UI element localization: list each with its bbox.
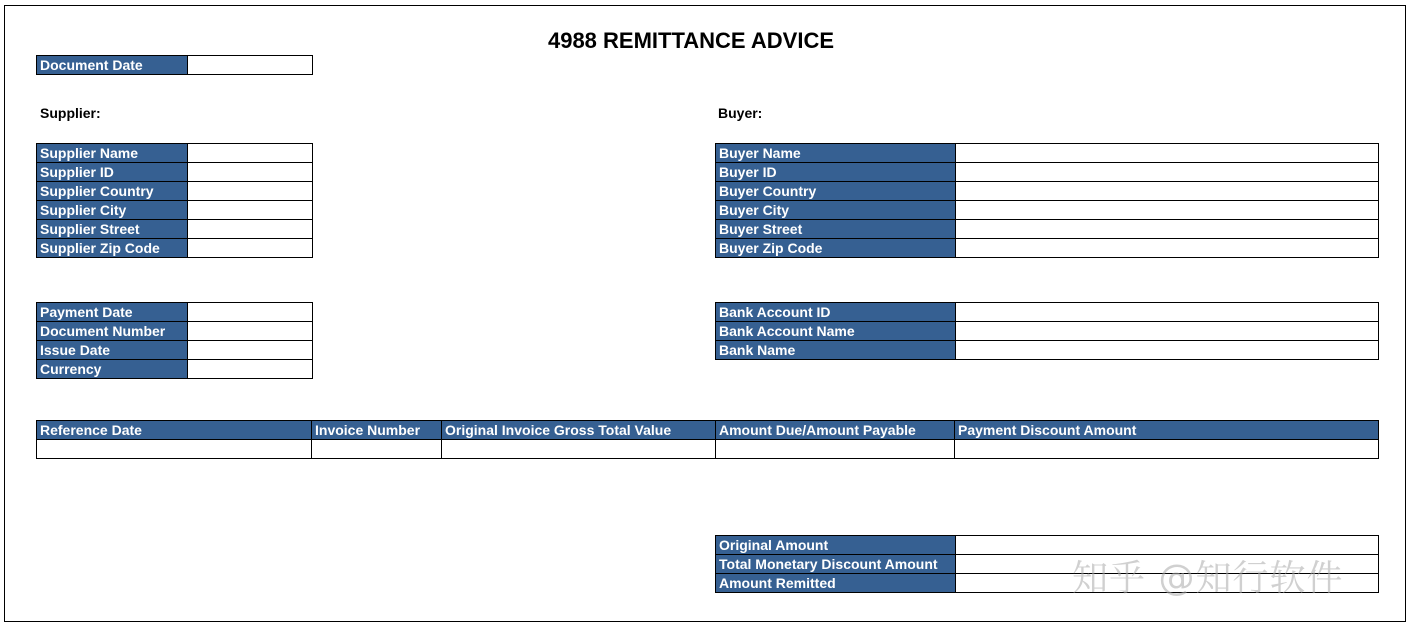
payment-date-row: [37, 303, 313, 322]
payment-date-label: Payment Date: [37, 303, 188, 322]
bank-name-label: Bank Name: [716, 341, 956, 360]
column-header-payment-discount: Payment Discount Amount: [955, 421, 1379, 440]
buyer-id-value[interactable]: [956, 163, 1379, 182]
cell-payment-discount[interactable]: [955, 440, 1379, 459]
amount-remitted-label: Amount Remitted: [716, 574, 956, 593]
document-number-row: [37, 322, 313, 341]
buyer-name-value[interactable]: [956, 144, 1379, 163]
column-header-reference-date: Reference Date: [37, 421, 312, 440]
original-amount-label: Original Amount: [716, 536, 956, 555]
buyer-street-value[interactable]: [956, 220, 1379, 239]
document-number-label: Document Number: [37, 322, 188, 341]
buyer-street-label: Buyer Street: [716, 220, 956, 239]
bank-account-id-row: [716, 303, 1379, 322]
document-date-value[interactable]: [188, 56, 313, 75]
buyer-street-row: [716, 220, 1379, 239]
supplier-street-row: [37, 220, 313, 239]
bank-account-id-value[interactable]: [956, 303, 1379, 322]
buyer-city-value[interactable]: [956, 201, 1379, 220]
supplier-city-value[interactable]: [188, 201, 313, 220]
supplier-id-row: [37, 163, 313, 182]
supplier-zip-value[interactable]: [188, 239, 313, 258]
buyer-name-label: Buyer Name: [716, 144, 956, 163]
document-date-row: [37, 56, 313, 75]
bank-table: [715, 302, 1379, 360]
document-title: 4988 REMITTANCE ADVICE: [547, 28, 835, 53]
supplier-id-label: Supplier ID: [37, 163, 188, 182]
supplier-id-value[interactable]: [188, 163, 313, 182]
supplier-zip-row: [37, 239, 313, 258]
supplier-city-row: [37, 201, 313, 220]
supplier-name-value[interactable]: [188, 144, 313, 163]
buyer-city-row: [716, 201, 1379, 220]
bank-account-name-label: Bank Account Name: [716, 322, 956, 341]
supplier-street-value[interactable]: [188, 220, 313, 239]
buyer-heading: Buyer:: [718, 105, 763, 121]
column-header-invoice-number: Invoice Number: [312, 421, 442, 440]
cell-reference-date[interactable]: [37, 440, 312, 459]
cell-amount-due[interactable]: [716, 440, 955, 459]
watermark: 知乎 @知行软件: [1072, 558, 1344, 599]
buyer-country-value[interactable]: [956, 182, 1379, 201]
supplier-zip-label: Supplier Zip Code: [37, 239, 188, 258]
supplier-country-row: [37, 182, 313, 201]
buyer-id-label: Buyer ID: [716, 163, 956, 182]
cell-invoice-number[interactable]: [312, 440, 442, 459]
issue-date-row: [37, 341, 313, 360]
buyer-table: [715, 143, 1379, 258]
supplier-table: [36, 143, 313, 258]
supplier-street-label: Supplier Street: [37, 220, 188, 239]
currency-label: Currency: [37, 360, 188, 379]
buyer-name-row: [716, 144, 1379, 163]
supplier-city-label: Supplier City: [37, 201, 188, 220]
total-discount-label: Total Monetary Discount Amount: [716, 555, 956, 574]
supplier-country-label: Supplier Country: [37, 182, 188, 201]
currency-row: [37, 360, 313, 379]
supplier-country-value[interactable]: [188, 182, 313, 201]
bank-account-name-value[interactable]: [956, 322, 1379, 341]
bank-account-name-row: [716, 322, 1379, 341]
column-header-original-invoice-gross-total: Original Invoice Gross Total Value: [442, 421, 716, 440]
supplier-name-label: Supplier Name: [37, 144, 188, 163]
document-date-label: Document Date: [37, 56, 188, 75]
column-header-amount-due: Amount Due/Amount Payable: [716, 421, 955, 440]
buyer-country-row: [716, 182, 1379, 201]
buyer-zip-row: [716, 239, 1379, 258]
buyer-zip-value[interactable]: [956, 239, 1379, 258]
line-items-header: [37, 421, 1379, 440]
buyer-id-row: [716, 163, 1379, 182]
buyer-zip-label: Buyer Zip Code: [716, 239, 956, 258]
bank-name-row: [716, 341, 1379, 360]
cell-original-invoice-gross-total[interactable]: [442, 440, 716, 459]
payment-table: [36, 302, 313, 379]
bank-name-value[interactable]: [956, 341, 1379, 360]
document-date-table: [36, 55, 313, 75]
issue-date-value[interactable]: [188, 341, 313, 360]
payment-date-value[interactable]: [188, 303, 313, 322]
buyer-country-label: Buyer Country: [716, 182, 956, 201]
buyer-city-label: Buyer City: [716, 201, 956, 220]
currency-value[interactable]: [188, 360, 313, 379]
line-items-table: [36, 420, 1379, 459]
document-number-value[interactable]: [188, 322, 313, 341]
issue-date-label: Issue Date: [37, 341, 188, 360]
supplier-name-row: [37, 144, 313, 163]
supplier-heading: Supplier:: [40, 105, 101, 121]
bank-account-id-label: Bank Account ID: [716, 303, 956, 322]
table-row: [37, 440, 1379, 459]
